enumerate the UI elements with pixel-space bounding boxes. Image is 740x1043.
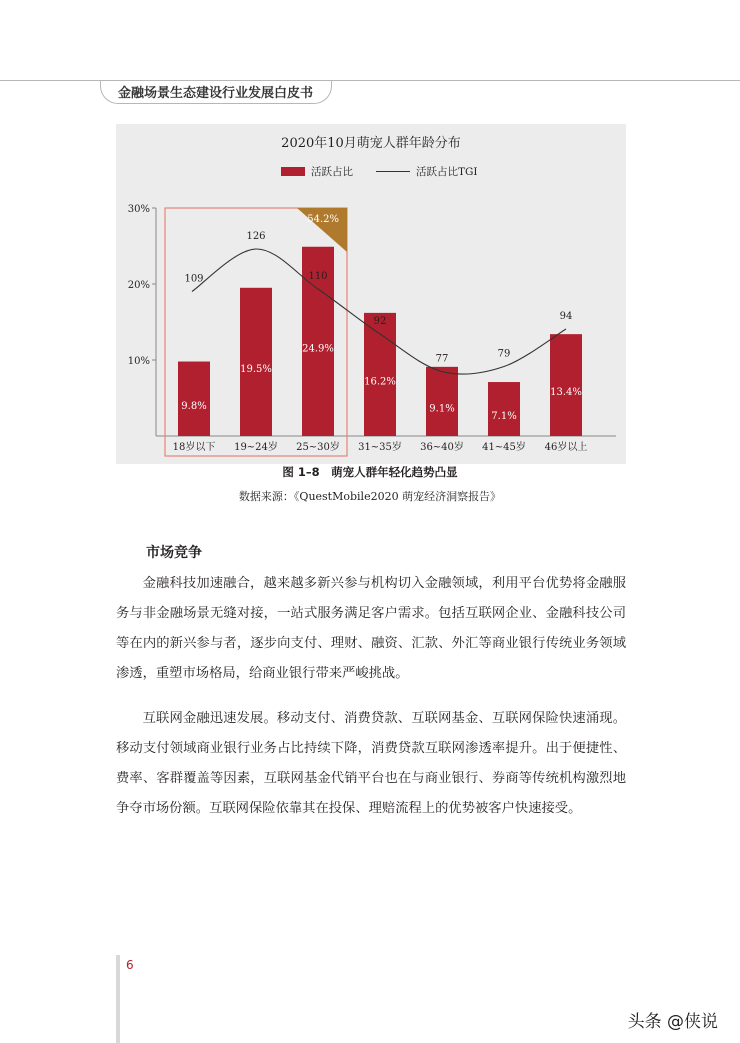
page-number: 6 xyxy=(126,958,134,972)
tgi-value-label: 110 xyxy=(308,271,328,282)
running-header-title: 金融场景生态建设行业发展白皮书 xyxy=(118,86,314,101)
bar-value-label: 9.1% xyxy=(429,403,455,415)
bar-value-label: 7.1% xyxy=(491,411,517,423)
x-tick-label: 18岁以下 xyxy=(172,442,216,453)
watermark: 头条 @侠说 xyxy=(627,1012,718,1032)
x-tick-label: 25~30岁 xyxy=(296,442,340,453)
tgi-value-label: 126 xyxy=(246,231,266,242)
bar-value-label: 19.5% xyxy=(240,363,272,375)
section-title: 市场竞争 xyxy=(146,545,202,561)
x-tick-label: 36~40岁 xyxy=(420,442,464,453)
bar xyxy=(178,362,210,436)
bar-value-label: 16.2% xyxy=(364,376,396,388)
x-tick-label: 41~45岁 xyxy=(482,442,526,453)
bar xyxy=(364,313,396,436)
footer-bar xyxy=(116,955,120,1043)
x-tick-label: 31~35岁 xyxy=(358,442,402,453)
highlight-label: 54.2% xyxy=(307,214,339,225)
tgi-value-label: 109 xyxy=(184,273,204,285)
bar xyxy=(240,288,272,436)
chart-title: 2020年10月萌宠人群年龄分布 xyxy=(281,136,461,151)
bar xyxy=(426,367,458,436)
tgi-value-label: 79 xyxy=(497,348,511,360)
paragraph-2: 互联网金融迅速发展。移动支付、消费贷款、互联网基金、互联网保险快速涌现。移动支付领域商业银行业务占比持续下降，消费贷款互联网渗透率提升。出于便捷性、费率、客群覆盖等因素，互联网基金代销平台也在与商业银行、券商等传统机构激烈地争夺市场份额。互联网保险依靠其在投保、理赔流程上的优势被客户快速接受。 xyxy=(116,711,626,816)
bar xyxy=(488,382,520,436)
tgi-value-label: 94 xyxy=(559,311,573,322)
bar xyxy=(550,334,582,436)
y-tick-label: 30% xyxy=(127,204,150,215)
tgi-value-label: 92 xyxy=(373,316,387,327)
legend-label-bar: 活跃占比 xyxy=(311,166,353,178)
bar-value-label: 9.8% xyxy=(181,400,207,412)
paragraph-1: 金融科技加速融合，越来越多新兴参与机构切入金融领域，利用平台优势将金融服务与非金融场景无缝对接，一站式服务满足客户需求。包括互联网企业、金融科技公司等在内的新兴参与者，逐步向支付、理财、融资、汇款、外汇等商业银行传统业务领域渗透，重塑市场格局，给商业银行带来严峻挑战。 xyxy=(116,576,626,681)
y-tick-label: 20% xyxy=(127,280,150,291)
x-tick-label: 46岁以上 xyxy=(544,442,588,453)
bar-value-label: 24.9% xyxy=(302,343,334,355)
age-distribution-chart xyxy=(116,124,626,464)
figure-source: 数据来源：《QuestMobile2020 萌宠经济洞察报告》 xyxy=(238,490,502,503)
x-tick-label: 19~24岁 xyxy=(234,442,278,453)
bar-value-label: 13.4% xyxy=(550,387,582,399)
tgi-value-label: 77 xyxy=(435,353,449,365)
legend-label-line: 活跃占比TGI xyxy=(416,166,478,178)
figure-caption: 图 1–8 萌宠人群年轻化趋势凸显 xyxy=(282,465,458,479)
y-tick-label: 10% xyxy=(127,356,150,367)
